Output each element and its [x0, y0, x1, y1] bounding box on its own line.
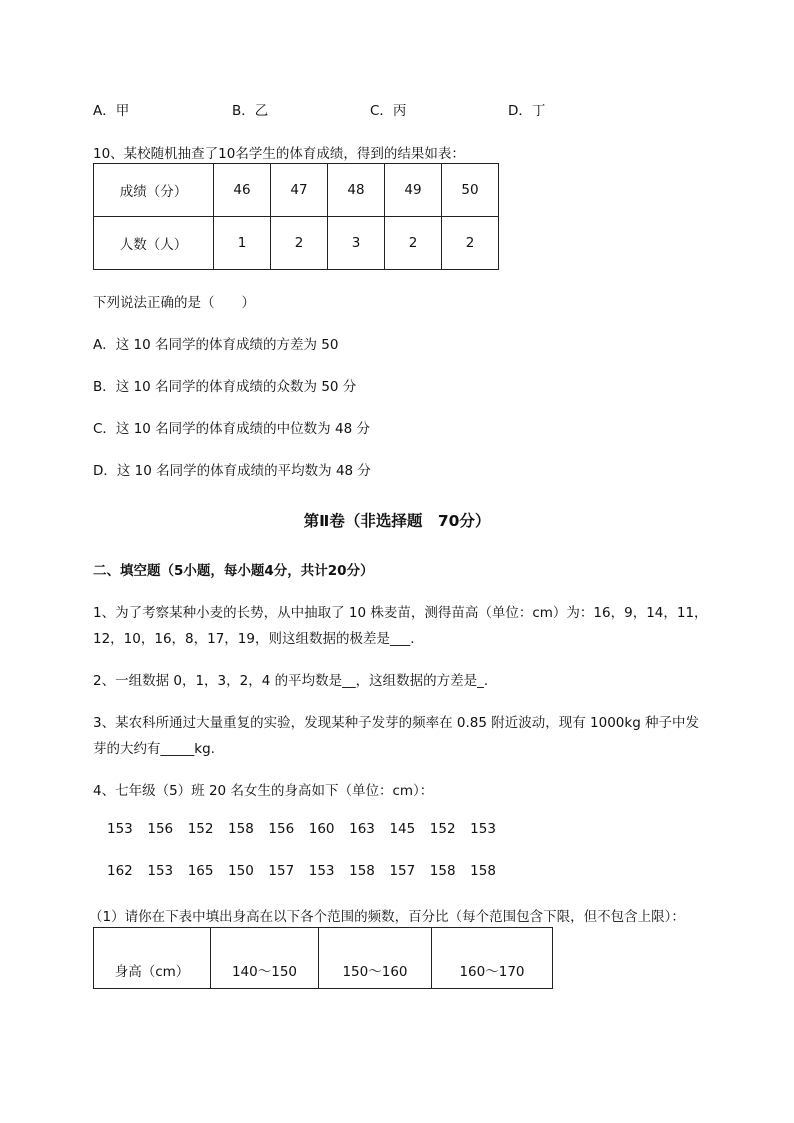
fill-q1-line2: 12，10，16，8，17，19，则这组数据的极差是___. — [93, 631, 415, 647]
table-header-cell: 140～150 — [211, 928, 319, 989]
fill-q4-data-row1: 153 156 152 158 156 160 163 145 152 153 — [107, 821, 496, 837]
q10-prompt: 下列说法正确的是（ ） — [93, 295, 255, 311]
fill-q2: 2、一组数据 0，1，3，2，4 的平均数是__，这组数据的方差是_. — [93, 673, 489, 689]
q9-option-d: D．丁 — [508, 103, 546, 119]
part2-title: 第Ⅱ卷（非选择题 70分） — [303, 512, 491, 530]
table-cell: 46 — [214, 164, 271, 217]
fill-q3-line1: 3、某农科所通过大量重复的实验，发现某种子发芽的频率在 0.85 附近波动，现有 1000kg 种子中发 — [93, 715, 700, 731]
table-row — [94, 928, 553, 989]
table-header-cell: 身高（cm） — [94, 928, 211, 989]
q9-option-c: C．丙 — [370, 103, 407, 119]
q4-height-table — [93, 927, 553, 989]
q9-option-b: B．乙 — [232, 103, 269, 119]
q9-option-a: A．甲 — [93, 103, 130, 119]
section2-heading: 二、填空题（5小题，每小题4分，共计20分） — [93, 563, 374, 579]
table-header-cell: 成绩（分） — [94, 164, 214, 217]
fill-q4-data-row2: 162 153 165 150 157 153 158 157 158 158 — [107, 863, 496, 879]
q10-score-table — [93, 163, 499, 270]
table-row — [94, 217, 499, 270]
fill-q4-stem: 4、七年级（5）班 20 名女生的身高如下（单位：cm）： — [93, 783, 434, 799]
q10-option-d: D．这 10 名同学的体育成绩的平均数为 48 分 — [93, 463, 371, 479]
table-cell: 48 — [328, 164, 385, 217]
table-header-cell: 150～160 — [319, 928, 432, 989]
q10-option-b: B．这 10 名同学的体育成绩的众数为 50 分 — [93, 379, 357, 395]
table-cell: 2 — [442, 217, 499, 270]
fill-q3-line2: 芽的大约有_____kg. — [93, 741, 215, 757]
fill-q1-line1: 1、为了考察某种小麦的长势，从中抽取了 10 株麦苗，测得苗高（单位：cm）为：16，9，14，11， — [93, 605, 708, 621]
table-cell: 2 — [271, 217, 328, 270]
table-cell: 3 — [328, 217, 385, 270]
table-cell: 49 — [385, 164, 442, 217]
table-cell: 47 — [271, 164, 328, 217]
q10-stem: 10、某校随机抽查了10名学生的体育成绩，得到的结果如表： — [93, 146, 465, 162]
table-row — [94, 164, 499, 217]
table-cell: 50 — [442, 164, 499, 217]
table-header-cell: 人数（人） — [94, 217, 214, 270]
table-cell: 1 — [214, 217, 271, 270]
fill-q4-sub1: （1）请你在下表中填出身高在以下各个范围的频数，百分比（每个范围包含下限，但不包含上限）： — [89, 909, 685, 925]
table-header-cell: 160～170 — [432, 928, 553, 989]
q10-option-a: A．这 10 名同学的体育成绩的方差为 50 — [93, 337, 339, 353]
q10-option-c: C．这 10 名同学的体育成绩的中位数为 48 分 — [93, 421, 370, 437]
table-cell: 2 — [385, 217, 442, 270]
